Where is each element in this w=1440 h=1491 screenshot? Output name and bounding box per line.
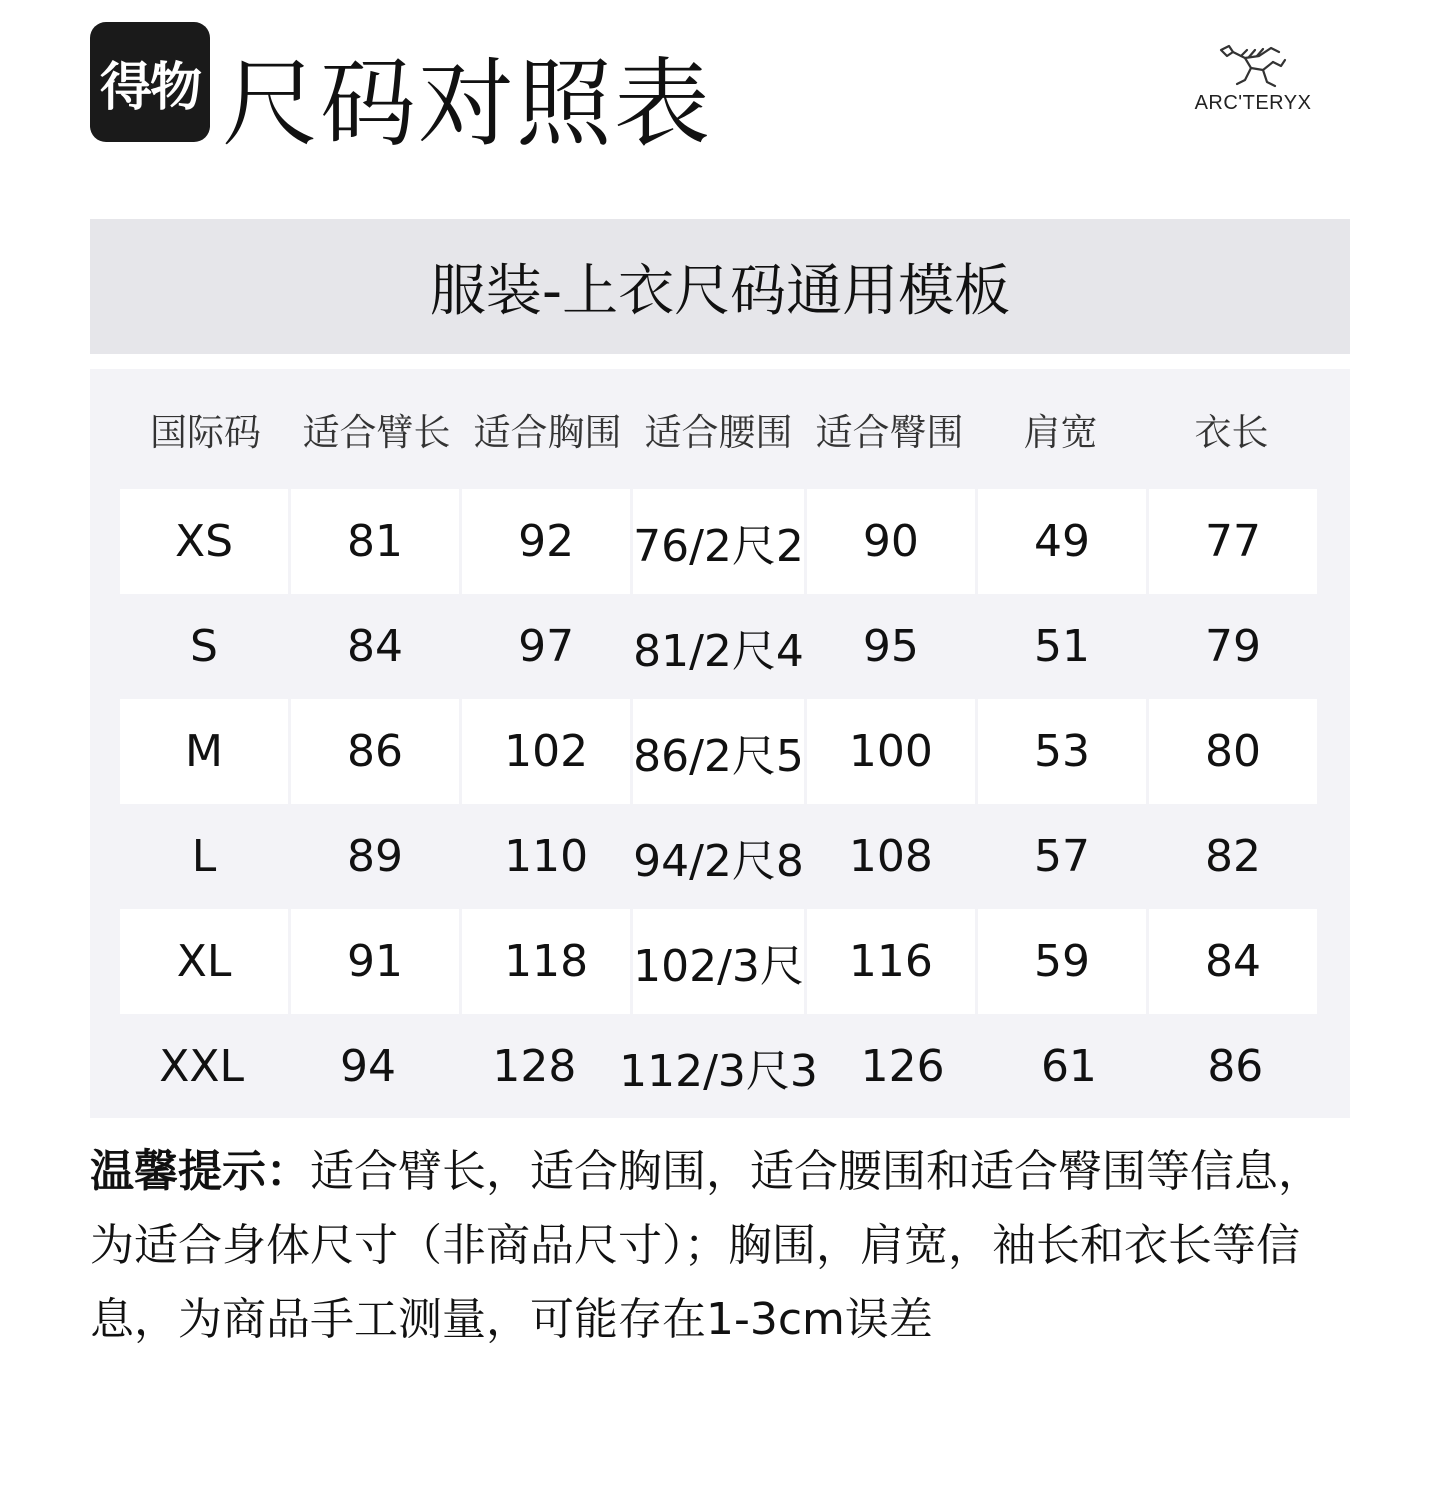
table-row <box>120 1014 1317 1119</box>
table-cell: 86/2尺5 <box>633 699 804 804</box>
header-cell-shoulder: 肩宽 <box>1023 411 1098 454</box>
table-cell: 82 <box>1204 831 1261 882</box>
header-cell-chest: 适合胸围 <box>473 411 622 454</box>
table-cell: 118 <box>462 909 630 1014</box>
brand-name: ARC'TERYX <box>1194 92 1312 114</box>
table-row <box>120 489 1317 594</box>
table-row <box>120 594 1317 699</box>
table-cell: 86 <box>291 699 459 804</box>
table-header-row <box>120 369 1317 489</box>
table-row <box>120 804 1317 909</box>
table-cell: 49 <box>978 489 1146 594</box>
table-cell: 81/2尺4 <box>633 625 804 677</box>
table-cell: XL <box>120 909 288 1014</box>
table-cell: 81 <box>291 489 459 594</box>
table-cell: L <box>191 831 217 882</box>
table-cell: M <box>120 699 288 804</box>
table-cell: 79 <box>1204 621 1261 672</box>
table-cell: 116 <box>807 909 975 1014</box>
table-cell: 102 <box>462 699 630 804</box>
header-cell-size: 国际码 <box>150 411 261 454</box>
table-cell: 112/3尺3 <box>619 1045 818 1097</box>
table-cell: 77 <box>1149 489 1317 594</box>
table-cell: XS <box>120 489 288 594</box>
table-cell: 89 <box>347 831 404 882</box>
table-cell: 84 <box>1149 909 1317 1014</box>
table-cell: 108 <box>848 831 933 882</box>
table-cell: 128 <box>492 1041 577 1092</box>
table-cell: 57 <box>1033 831 1090 882</box>
table-cell: 76/2尺2 <box>633 489 804 594</box>
table-cell: 94 <box>340 1041 397 1092</box>
table-cell: S <box>190 621 218 672</box>
table-cell: 61 <box>1040 1041 1097 1092</box>
table-cell: 80 <box>1149 699 1317 804</box>
table-cell: 126 <box>860 1041 945 1092</box>
table-cell: XXL <box>159 1041 245 1092</box>
header-cell-length: 衣长 <box>1194 411 1269 454</box>
note-text: 适合臂长，适合胸围，适合腰围和适合臀围等信息，为适合身体尺寸（非商品尺寸）；胸围，肩宽，袖长和衣长等信息，为商品手工测量，可能存在1-3cm误差 <box>90 1146 1322 1345</box>
archaeopteryx-icon <box>1215 40 1291 88</box>
template-title-banner <box>90 219 1350 354</box>
table-cell: 100 <box>807 699 975 804</box>
dewu-logo-badge <box>90 22 210 142</box>
header-cell-hip: 适合臀围 <box>815 411 964 454</box>
size-chart-table <box>90 369 1350 1118</box>
header-cell-waist: 适合腰围 <box>644 411 793 454</box>
size-note <box>90 1135 1350 1357</box>
page-title: 尺码对照表 <box>222 48 712 160</box>
table-cell: 92 <box>462 489 630 594</box>
table-cell: 97 <box>518 621 575 672</box>
table-cell: 51 <box>1033 621 1090 672</box>
table-cell: 110 <box>504 831 589 882</box>
brand-logo <box>1188 40 1318 130</box>
table-cell: 95 <box>862 621 919 672</box>
table-cell: 90 <box>807 489 975 594</box>
template-title: 服装-上衣尺码通用模板 <box>429 258 1011 324</box>
table-cell: 84 <box>347 621 404 672</box>
table-row <box>120 699 1317 804</box>
table-cell: 91 <box>291 909 459 1014</box>
table-cell: 102/3尺 <box>633 909 804 1014</box>
table-cell: 53 <box>978 699 1146 804</box>
dewu-logo-text: 得物 <box>99 57 200 118</box>
table-row <box>120 909 1317 1014</box>
note-label: 温馨提示： <box>90 1146 310 1197</box>
table-cell: 59 <box>978 909 1146 1014</box>
table-cell: 94/2尺8 <box>633 835 804 887</box>
table-cell: 86 <box>1207 1041 1264 1092</box>
header-cell-arm-length: 适合臂长 <box>302 411 451 454</box>
